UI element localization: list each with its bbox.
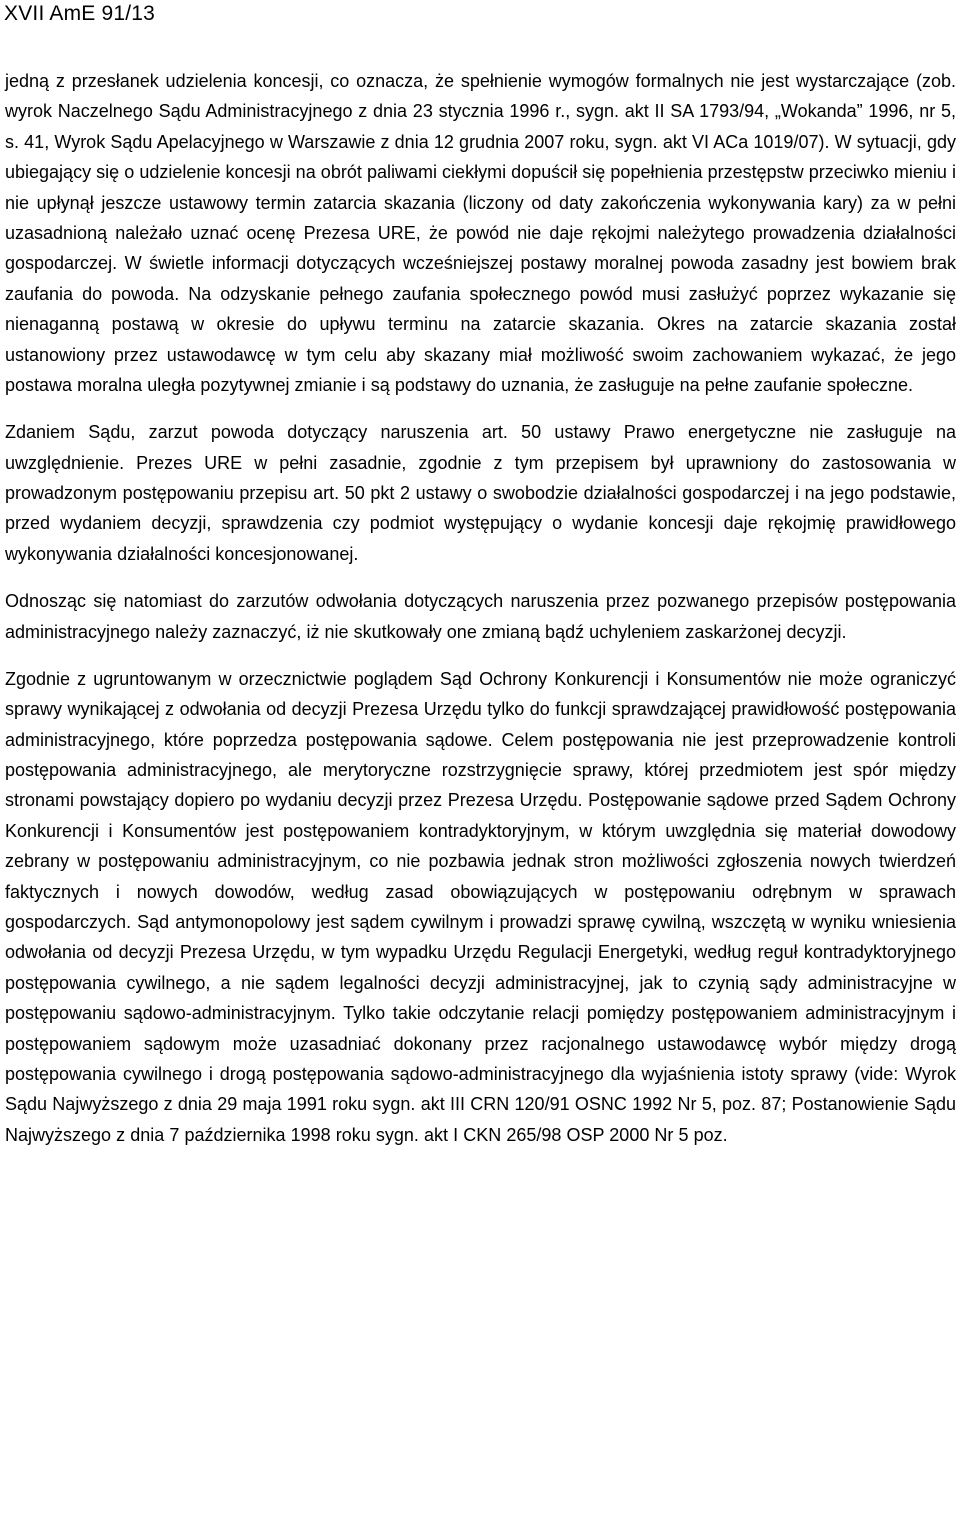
paragraph-concession-requirements: jedną z przesłanek udzielenia koncesji, co oznacza, że spełnienie wymogów formalnych nie jest wystarczające (zob. wyrok Naczelnego Sądu Administracyjnego z dnia 23 stycznia 1996 r., sygn. akt II SA 1793/94, „Wokanda” 1996, nr 5, s. 41, Wyrok Sądu Apelacyjnego w Warszawie z dnia 12 grudnia 2007 roku, sygn. akt VI ACa 1019/07). W sytuacji, gdy ubiegający się o udzielenie koncesji na obrót paliwami ciekłymi dopuścił się popełnienia przestępstw przeciwko mieniu i nie upłynął jeszcze ustawowy termin zatarcia skazania (liczony od daty zakończenia wykonywania kary) za w pełni uzasadnioną należało uznać ocenę Prezesa URE, że powód nie daje rękojmi należytego prowadzenia działalności gospodarczej. W świetle informacji dotyczących wcześniejszej postawy moralnej powoda zasadny jest bowiem brak zaufania do powoda. Na odzyskanie pełnego zaufania społecznego powód musi zasłużyć poprzez wykazanie się nienaganną postawą w okresie do upływu terminu na zatarcie skazania. Okres na zatarcie skazania został ustanowiony przez ustawodawcę w tym celu aby skazany miał możliwość swoim zachowaniem wykazać, że jego postawa moralna uległa pozytywnej zmianie i są podstawy do uznania, że zasługuje na pełne zaufanie społeczne. (5, 71, 956, 396)
paragraph-court-jurisdiction: Zgodnie z ugruntowanym w orzecznictwie poglądem Sąd Ochrony Konkurencji i Konsumentów nie może ograniczyć sprawy wynikającej z odwołania od decyzji Prezesa Urzędu tylko do funkcji sprawdzającej prawidłowość postępowania administracyjnego, które poprzedza postępowania sądowe. Celem postępowania nie jest przeprowadzenie kontroli postępowania administracyjnego, ale merytoryczne rozstrzygnięcie sprawy, której przedmiotem jest spór między stronami powstający dopiero po wydaniu decyzji przez Prezesa Urzędu. Postępowanie sądowe przed Sądem Ochrony Konkurencji i Konsumentów jest postępowaniem kontradyktoryjnym, w którym uwzględnia się materiał dowodowy zebrany w postępowaniu administracyjnym, co nie pozbawia jednak stron możliwości zgłoszenia nowych twierdzeń faktycznych i nowych dowodów, według zasad obowiązujących w postępowaniu odrębnym w sprawach gospodarczych. Sąd antymonopolowy jest sądem cywilnym i prowadzi sprawę cywilną, wszczętą w wyniku wniesienia odwołania od decyzji Prezesa Urzędu, w tym wypadku Urzędu Regulacji Energetyki, według reguł kontradyktoryjnego postępowania cywilnego, a nie sądem legalności decyzji administracyjnej, jak to czynią sądy administracyjne w postępowaniu sądowo-administracyjnym. Tylko takie odczytanie relacji pomiędzy postępowaniem administracyjnym i postępowaniem sądowym może uzasadniać dokonany przez racjonalnego ustawodawcę wybór między drogą postępowania cywilnego i drogą postępowania sądowo-administracyjnego dla wyjaśnienia istoty sprawy (vide: Wyrok Sądu Najwyższego z dnia 29 maja 1991 roku sygn. akt III CRN 120/91 OSNC 1992 Nr 5, poz. 87; Postanowienie Sądu Najwyższego z dnia 7 października 1998 roku sygn. akt I CKN 265/98 OSP 2000 Nr 5 poz. (5, 668, 956, 1145)
paragraph-energy-law-article-50: Zdaniem Sądu, zarzut powoda dotyczący naruszenia art. 50 ustawy Prawo energetyczne nie zasługuje na uwzględnienie. Prezes URE w pełni zasadnie, zgodnie z tym przepisem był uprawniony do zastosowania w prowadzonym postępowaniu przepisu art. 50 pkt 2 ustawy o swobodzie działalności gospodarczej i na jego podstawie, przed wydaniem decyzji, sprawdzenia czy podmiot występujący o wydanie koncesji daje rękojmię prawidłowego wykonywania działalności koncesjonowanej. (5, 422, 956, 564)
document-body (5, 66, 956, 1167)
paragraph-procedural-objections: Odnosząc się natomiast do zarzutów odwołania dotyczących naruszenia przez pozwanego przepisów postępowania administracyjnego należy zaznaczyć, iż nie skutkowały one zmianą bądź uchyleniem zaskarżonej decyzji. (5, 591, 956, 642)
case-reference: XVII AmE 91/13 (4, 2, 156, 25)
